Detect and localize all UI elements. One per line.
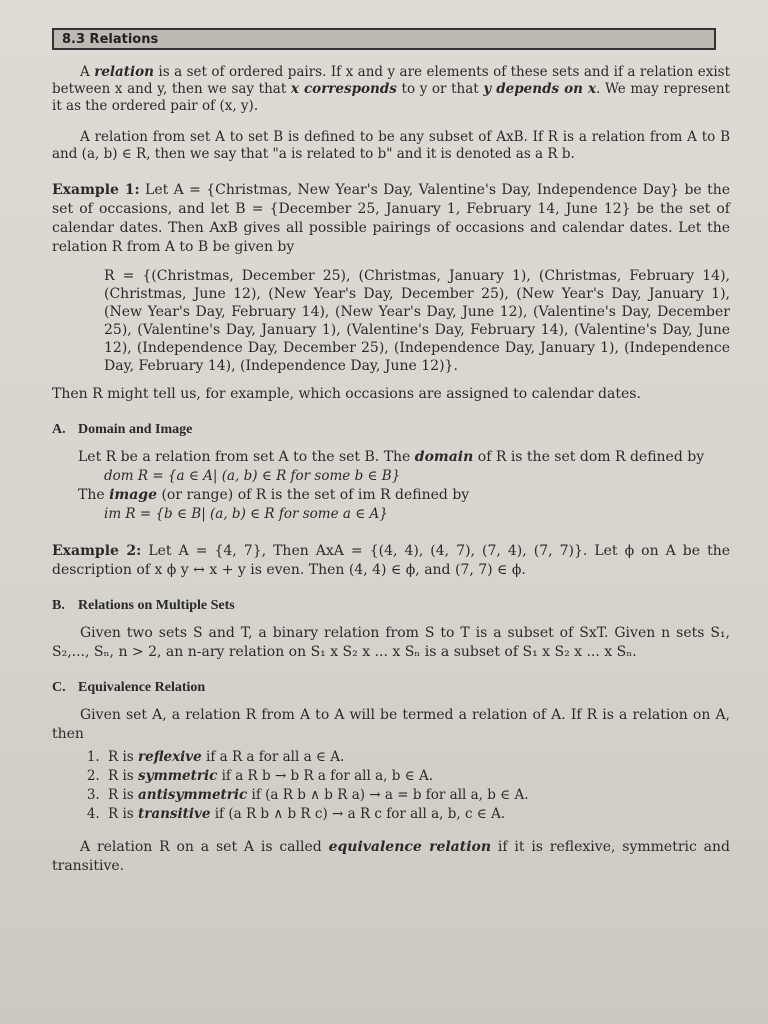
equivalence-definition: A relation R on a set A is called equivalence relation if it is reflexive, symmetric and transitive. bbox=[52, 839, 730, 874]
term-depends-on: y depends on x bbox=[483, 81, 597, 97]
section-c-intro: Given set A, a relation R from A to A will be termed a relation of A. If R is a relation on A, then bbox=[52, 707, 730, 742]
section-a-heading: A. Domain and Image bbox=[52, 422, 193, 437]
list-item-antisymmetric: 3. R is antisymmetric if (a R b ∧ b R a) → a = b for all a, b ∈ A. bbox=[104, 786, 730, 805]
formula-image: im R = {b ∈ B| (a, b) ∈ R for some a ∈ A} bbox=[104, 506, 388, 522]
section-b-heading: B. Relations on Multiple Sets bbox=[52, 598, 235, 613]
section-a-paragraph-2: The image (or range) of R is the set of im R defined by bbox=[78, 487, 470, 503]
term-corresponds: x corresponds bbox=[290, 81, 397, 97]
section-header-bar bbox=[52, 28, 716, 50]
term-equivalence-relation: equivalence relation bbox=[328, 839, 492, 855]
section-c-heading: C. Equivalence Relation bbox=[52, 680, 206, 695]
formula-domain: dom R = {a ∈ A| (a, b) ∈ R for some b ∈ B} bbox=[104, 468, 401, 484]
section-title: 8.3 Relations bbox=[62, 31, 159, 47]
section-a-paragraph-1: Let R be a relation from set A to the set B. The domain of R is the set dom R defined by bbox=[78, 449, 705, 465]
list-item-symmetric: 2. R is symmetric if a R b → b R a for all a, b ∈ A. bbox=[104, 767, 730, 786]
intro-paragraph-1: A relation is a set of ordered pairs. If x and y are elements of these sets and if a relation exist between x and y, then we say that x corresponds to y or that y depends on x. We may represent it as the ordered pair of (x, y). bbox=[52, 64, 730, 114]
list-item-reflexive: 1. R is reflexive if a R a for all a ∈ A. bbox=[104, 748, 730, 767]
example-1-relation-set: R = {(Christmas, December 25), (Christmas, January 1), (Christmas, February 14), (Christmas, June 12), (New Year's Day, December 25), (New Year's Day, January 1), (New Year's Day, February 14), (New Year's Day, June 12), (Valentine's Day, December 25), (Valentine's Day, January 1), (Valentine's Day, February 14), (Valentine's Day, June 12), (Independence Day, December 25), (Independence Day, January 1), (Independence Day, February 14), (Independence Day, June 12)}. bbox=[104, 268, 730, 374]
term-image: image bbox=[109, 487, 157, 503]
term-domain: domain bbox=[414, 449, 474, 465]
term-relation: relation bbox=[94, 64, 154, 80]
property-list bbox=[52, 748, 730, 824]
example-1-conclusion: Then R might tell us, for example, which occasions are assigned to calendar dates. bbox=[52, 386, 641, 402]
example-1-label: Example 1: bbox=[52, 182, 140, 198]
example-2: Example 2: Let A = {4, 7}, Then AxA = {(4, 4), (4, 7), (7, 4), (7, 7)}. Let ϕ on A be the description of x ϕ y ↔ x + y is even. Then (4, 4) ∈ ϕ, and (7, 7) ∈ ϕ. bbox=[52, 543, 731, 578]
intro-paragraph-2: A relation from set A to set B is defined to be any subset of AxB. If R is a relation from A to B and (a, b) ∈ R, then we say that "a is related to b" and it is denoted as a R b. bbox=[52, 129, 730, 162]
section-b-text: Given two sets S and T, a binary relation from S to T is a subset of SxT. Given n sets S₁, S₂,..., Sₙ, n > 2, an n-ary relation on S₁ x S₂ x ... x Sₙ is a subset of S₁ x S₂ x ... x Sₙ. bbox=[52, 625, 730, 660]
list-item-transitive: 4. R is transitive if (a R b ∧ b R c) → a R c for all a, b, c ∈ A. bbox=[104, 805, 730, 824]
example-2-label: Example 2: bbox=[52, 543, 142, 559]
example-1: Example 1: Let A = {Christmas, New Year's Day, Valentine's Day, Independence Day} be the set of occasions, and let B = {December 25, January 1, February 14, June 12} be the set of calendar dates. Then AxB gives all possible pairings of occasions and calendar dates. Let the relation R from A to B be given by bbox=[52, 182, 731, 255]
